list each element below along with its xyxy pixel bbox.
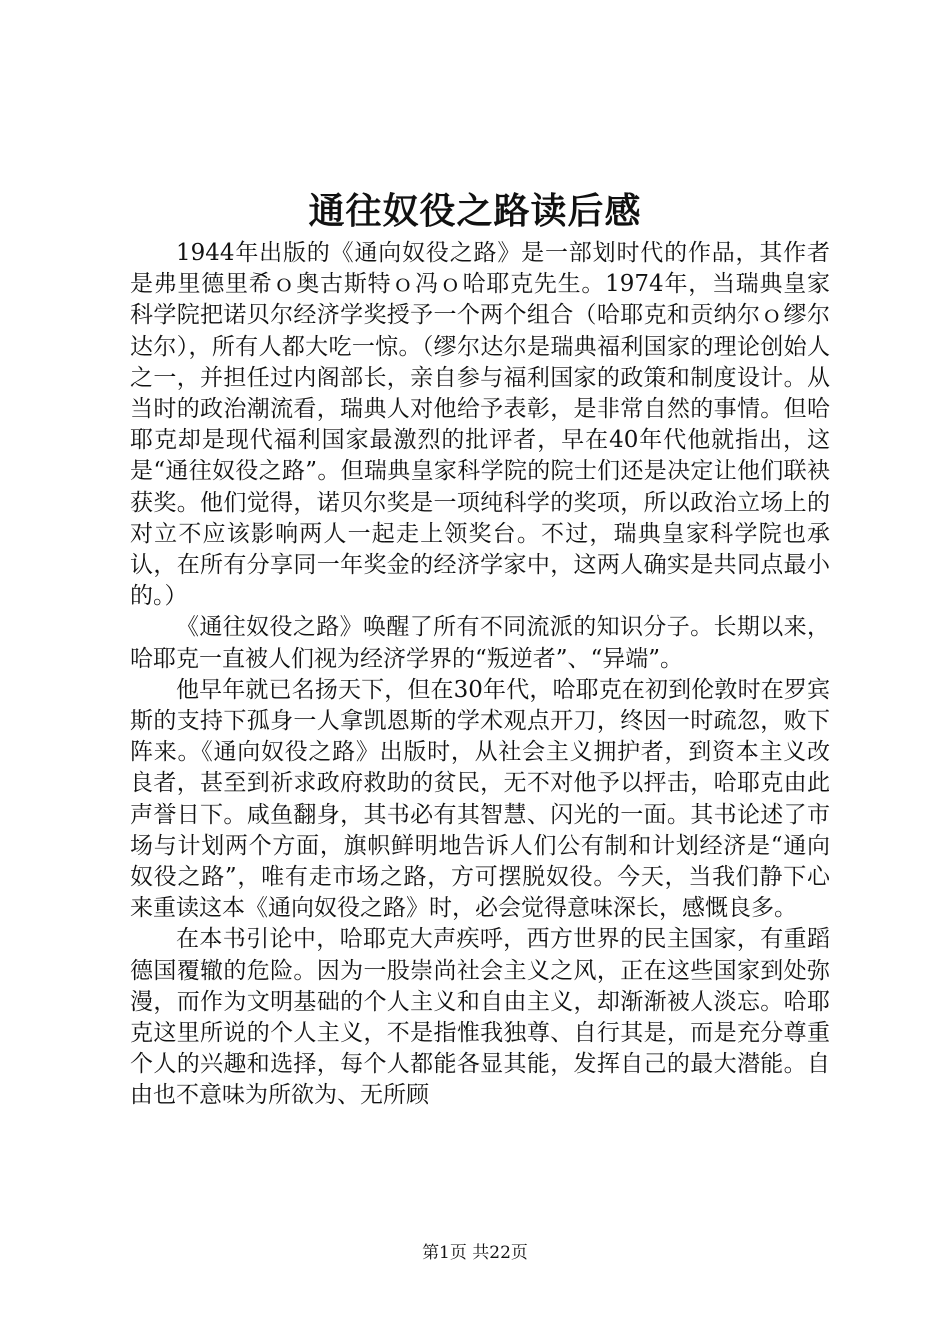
body-paragraph: 在本书引论中，哈耶克大声疾呼，西方世界的民主国家，有重蹈德国覆辙的危险。因为一股崇尚社会主义之风，正在这些国家到处弥漫，而作为文明基础的个人主义和自由主义，却渐渐被人淡忘。哈耶克这里所说的个人主义，不是指惟我独尊、自行其是，而是充分尊重个人的兴趣和选择，每个人都能各显其能，发挥自己的最大潜能。自由也不意味为所欲为、无所顾 (130, 926, 830, 1109)
document-body (130, 238, 830, 1112)
body-paragraph: 1944年出版的《通向奴役之路》是一部划时代的作品，其作者是弗里德里希ｏ奥古斯特ｏ冯ｏ哈耶克先生。1974年，当瑞典皇家科学院把诺贝尔经济学奖授予一个两个组合（哈耶克和贡纳尔ｏ缪尔达尔），所有人都大吃一惊。（缪尔达尔是瑞典福利国家的理论创始人之一，并担任过内阁部长，亲自参与福利国家的政策和制度设计。从当时的政治潮流看，瑞典人对他给予表彰，是非常自然的事情。但哈耶克却是现代福利国家最激烈的批评者，早在40年代他就指出，这是“通往奴役之路”。但瑞典皇家科学院的院士们还是决定让他们联袂获奖。他们觉得，诺贝尔奖是一项纯科学的奖项，所以政治立场上的对立不应该影响两人一起走上领奖台。不过，瑞典皇家科学院也承认，在所有分享同一年奖金的经济学家中，这两人确实是共同点最小的。） (130, 240, 830, 610)
body-paragraph: 《通往奴役之路》唤醒了所有不同流派的知识分子。长期以来，哈耶克一直被人们视为经济学界的“叛逆者”、“异端”。 (130, 614, 830, 672)
body-paragraph: 他早年就已名扬天下，但在30年代，哈耶克在初到伦敦时在罗宾斯的支持下孤身一人拿凯恩斯的学术观点开刀，终因一时疏忽，败下阵来。《通向奴役之路》出版时，从社会主义拥护者，到资本主义改良者，甚至到祈求政府救助的贫民，无不对他予以抨击，哈耶克由此声誉日下。咸鱼翻身，其书必有其智慧、闪光的一面。其书论述了市场与计划两个方面，旗帜鲜明地告诉人们公有制和计划经济是“通向奴役之路”，唯有走市场之路，方可摆脱奴役。今天，当我们静下心来重读这本《通向奴役之路》时，必会觉得意味深长，感慨良多。 (130, 676, 830, 922)
document-title: 通往奴役之路读后感 (308, 190, 642, 232)
page-number-footer: 第1页 共22页 (422, 1243, 528, 1263)
